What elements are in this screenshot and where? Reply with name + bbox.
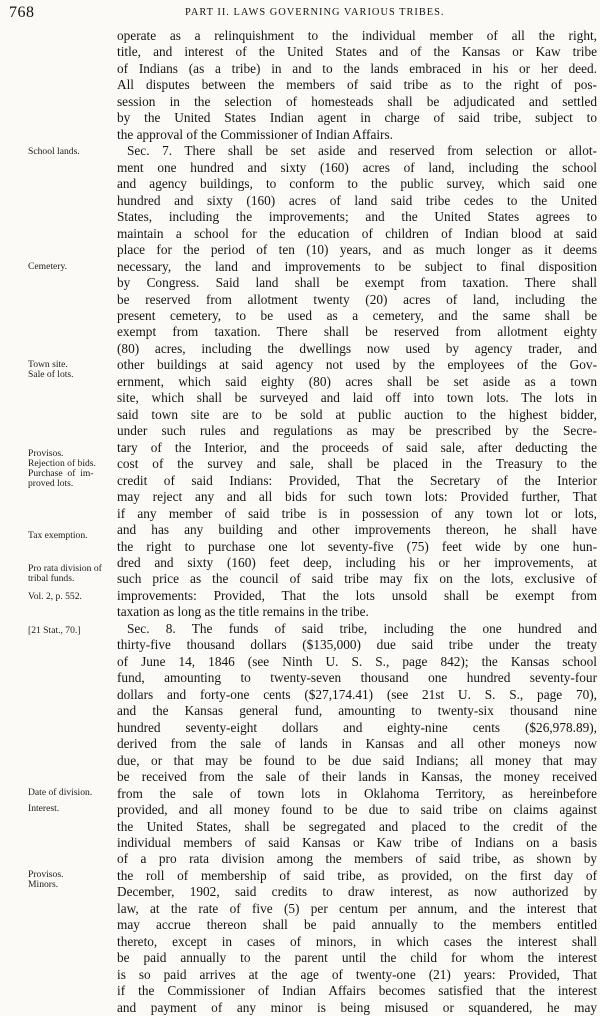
text-line: session in the selection of homesteads shall be adjudicated and settled — [117, 93, 597, 109]
text-line: be received from the sale of their lands in Kansas, the money received — [117, 769, 597, 785]
text-line: by Congress. Said land shall be exempt from taxation. There shall — [117, 275, 597, 291]
text-line: thereto, except in cases of minors, in which cases the interest shall — [117, 933, 597, 949]
text-line: exempt from taxation. There shall be reserved from allotment eighty — [117, 324, 597, 340]
text-line: be reserved from allotment twenty (20) acres of land, including the — [117, 291, 597, 307]
text-line: December, 1902, said credits to draw interest, as now authorized by — [117, 884, 597, 900]
running-head: PART II. LAWS GOVERNING VARIOUS TRIBES. — [185, 7, 445, 18]
text-line: and has any building and other improvements thereon, he shall have — [117, 522, 597, 538]
margin-note-town-site: Town site. Sale of lots. — [28, 359, 74, 380]
text-line: and the Kansas general fund, amounting to twenty-six thousand nine — [117, 703, 597, 719]
text-line: the roll of membership of said tribe, as provided, on the first day of — [117, 867, 597, 883]
text-line: (80) acres, including the dwellings now used by agency trader, and — [117, 340, 597, 356]
text-line: the right to purchase one lot seventy-five (75) feet wide by one hun- — [117, 538, 597, 554]
page-number: 768 — [9, 4, 35, 21]
text-line: hundred and sixty (160) acres of land said tribe cedes to the United — [117, 192, 597, 208]
text-line: operate as a relinquishment to the individual member of all the right, — [117, 28, 597, 43]
text-line: necessary, the land and improvements to be subject to final disposition — [117, 258, 597, 274]
text-line: place for the period of ten (10) years, and as much longer as it deems — [117, 242, 597, 258]
text-line: dred and sixty (160) feet deep, including his or her improvements, at — [117, 555, 597, 570]
text-line: may reject any and all bids for such town lots: Provided further, That — [117, 489, 597, 505]
margin-note-21-stat: [21 Stat., 70.] — [28, 625, 81, 636]
text-line: the approval of the Commissioner of Indian Affairs. — [117, 126, 393, 142]
text-line: law, at the rate of five (5) per centum per annum, and the interest that — [117, 900, 597, 916]
text-line: Sec. 8. The funds of said tribe, including the one hundred and — [127, 620, 597, 636]
text-line: tary of the Interior, and the proceeds of said sale, after deducting the — [117, 439, 597, 455]
margin-note-provisos-minors: Provisos. Minors. — [28, 869, 64, 890]
margin-note-interest: Interest. — [28, 803, 60, 814]
text-line: of a pro rata division among the members of said tribe, as shown by — [117, 851, 597, 867]
margin-note-date-of-division: Date of division. — [28, 787, 93, 798]
text-line: other buildings at said agency not used by the employees of the Gov- — [117, 357, 597, 373]
margin-note-vol-2: Vol. 2, p. 552. — [28, 591, 82, 602]
text-line: and agency buildings, to conform to the public survey, which said one — [117, 176, 597, 192]
body-text — [117, 28, 597, 1016]
margin-note-school-lands: School lands. — [28, 146, 80, 157]
text-line: from the sale of town lots in Oklahoma Territory, as hereinbefore — [117, 785, 597, 801]
margin-note-pro-rata-division: Pro rata division of tribal funds. — [28, 563, 102, 584]
text-line: under such rules and regulations as may be prescribed by the Secre- — [117, 423, 597, 439]
text-line: Sec. 7. There shall be set aside and reserved from selection or allot- — [127, 143, 597, 159]
text-line: credit of said Indians: Provided, That the Secretary of the Interior — [117, 472, 597, 488]
text-line: of June 14, 1846 (see Ninth U. S. S., page 842); the Kansas school — [117, 653, 597, 669]
text-line: the United States, shall be segregated and placed to the credit of the — [117, 818, 597, 834]
text-line: of Indians (as a tribe) in and to the lands embraced in his or her deed. — [117, 60, 597, 76]
text-line: improvements: Provided, That the lots unsold shall be exempt from — [117, 587, 597, 603]
text-line: maintain a school for the education of children of Indian blood at said — [117, 225, 597, 241]
text-line: present cemetery, to be used as a cemetery, and the same shall be — [117, 307, 597, 323]
margin-note-tax-exemption: Tax exemption. — [28, 530, 88, 541]
text-line: taxation as long as the title remains in the tribe. — [117, 604, 369, 620]
text-line: dollars and forty-one cents ($27,174.41) (see 21st U. S. S., page 70), — [117, 686, 597, 702]
text-line: due, or that may be found to be due said Indians; all money that may — [117, 752, 597, 768]
text-line: cost of the survey and sale, shall be placed in the Treasury to the — [117, 456, 597, 472]
text-line: is so paid arrives at the age of twenty-one (21) years: Provided, That — [117, 966, 597, 982]
text-line: and payment of any minor is being misused or squandered, he may — [117, 999, 597, 1015]
text-line: such price as the council of said tribe may fix on the lots, exclusive of — [117, 571, 597, 587]
text-line: if any member of said tribe is in possession of any town lot or lots, — [117, 505, 597, 521]
text-line: All disputes between the members of said tribe as to the right of pos- — [117, 77, 597, 93]
text-line: derived from the sale of lands in Kansas and all other moneys now — [117, 736, 597, 752]
text-line: may accrue thereon shall be paid annually to the members entitled — [117, 917, 597, 933]
text-line: individual members of said Kansas or Kaw tribe of Indians on a basis — [117, 834, 597, 850]
text-line: thirty-five thousand dollars ($135,000) due said tribe under the treaty — [117, 637, 597, 653]
text-line: fund, amounting to twenty-seven thousand one hundred seventy-four — [117, 670, 597, 686]
text-line: by the United States Indian agent in charge of said tribe, subject to — [117, 110, 597, 126]
text-line: ment one hundred and sixty (160) acres of land, including the school — [117, 159, 597, 175]
text-line: hundred seventy-eight dollars and eighty-nine cents ($26,978.89), — [117, 719, 597, 735]
margin-note-cemetery: Cemetery. — [28, 261, 68, 272]
text-line: States, including the improvements; and the United States agrees to — [117, 209, 597, 225]
text-line: ernment, which said eighty (80) acres shall be set aside as a town — [117, 373, 597, 389]
text-line: if the Commissioner of Indian Affairs becomes satisfied that the interest — [117, 983, 597, 999]
text-line: said town site are to be sold at public auction to the highest bidder, — [117, 406, 597, 422]
text-line: site, which shall be surveyed and laid off into town lots. The lots in — [117, 390, 597, 406]
margin-note-provisos: Provisos. Rejection of bids. Purchase of im- proved lots. — [28, 448, 96, 489]
text-line: provided, and all money found to be due to said tribe on claims against — [117, 802, 597, 818]
text-line: be paid annually to the parent until the child for whom the interest — [117, 950, 597, 966]
text-line: title, and interest of the United States and of the Kansas or Kaw tribe — [117, 44, 597, 60]
